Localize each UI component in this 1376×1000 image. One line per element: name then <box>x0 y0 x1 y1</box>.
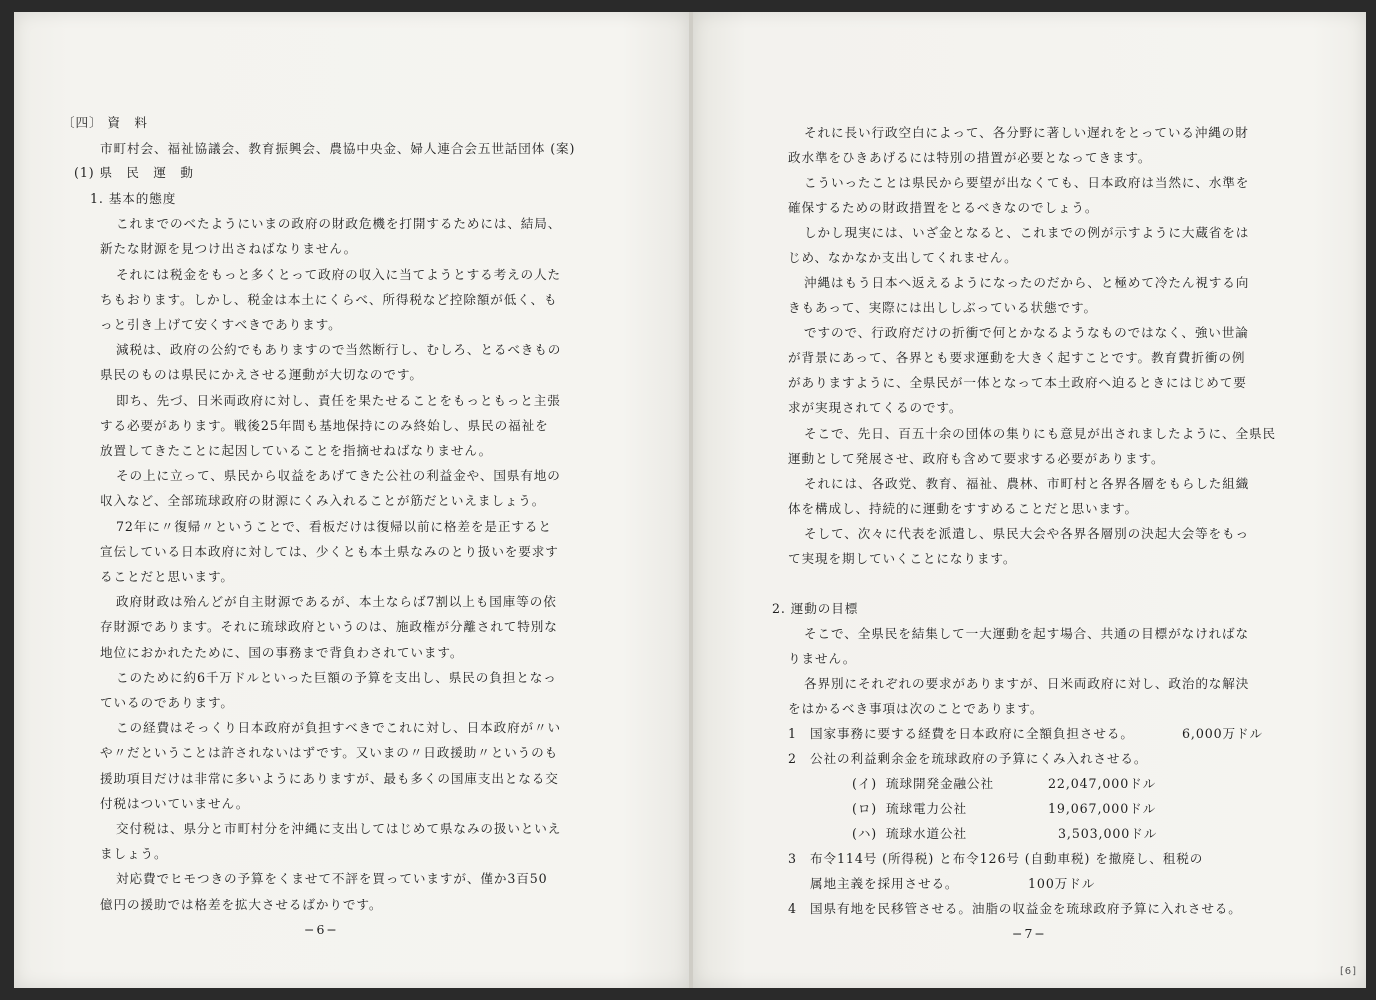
left-line-9: する必要があります。戦後25年間も基地保持にのみ終始し、県民の福祉を <box>100 418 549 433</box>
goal-item-1-number: 1 <box>788 726 797 741</box>
goal-item-4-text: 国県有地を民移管させる。油脂の収益金を琉球政府予算に入れさせる。 <box>810 901 1242 916</box>
right-line-10: が背景にあって、各界とも要求運動を大きく起すことです。教育費折衝の例 <box>788 350 1246 365</box>
goal-line-4: をはかるべき事項は次のことであります。 <box>788 701 1044 716</box>
goal-item-3-amount: 100万ドル <box>1028 876 1096 891</box>
left-line-23: 援助項目だけは非常に多いようにありますが、最も多くの国庫支出となる交 <box>100 771 559 786</box>
goal-line-1: そこで、全県民を結集して一大運動を起す場合、共通の目標がなければな <box>804 626 1250 641</box>
left-line-12: 収入など、全部琉球政府の財源にくみ入れることが筋だといえましょう。 <box>100 493 546 508</box>
subitem-1-label: (イ) <box>852 776 878 791</box>
left-line-8: 即ち、先づ、日米両政府に対し、責任を果たせることをもっともっと主張 <box>116 393 561 408</box>
left-line-25: 交付税は、県分と市町村分を沖縄に支出してはじめて県なみの扱いといえ <box>116 821 562 836</box>
subitem-2-label: (ロ) <box>852 801 878 816</box>
left-line-19: このために約6千万ドルといった巨額の予算を支出し、県民の負担となっ <box>116 670 557 685</box>
subitem-3-amount: 3,503,000ドル <box>1058 826 1158 841</box>
subitem-3-name: 琉球水道公社 <box>886 826 967 841</box>
right-page-text <box>692 12 1366 988</box>
left-line-15: ることだと思います。 <box>100 569 234 584</box>
left-line-3: それには税金をもっと多くとって政府の収入に当てようとする考えの人た <box>116 267 562 282</box>
goal-item-3-line-2: 属地主義を採用させる。 <box>810 876 959 891</box>
heading-prefectural-movement: (1) 県 民 運 動 <box>74 165 194 180</box>
right-line-8: きもあって、実際には出ししぶっている状態です。 <box>788 300 1097 315</box>
left-line-4: ちもおります。しかし、税金は本土にくらべ、所得税など控除額が低く、も <box>100 292 558 307</box>
left-line-22: や〃だということは許されないはずです。又いまの〃日政援助〃というのも <box>100 745 559 760</box>
left-line-18: 地位におかれたために、国の事務まで背負わされています。 <box>100 645 464 660</box>
goal-item-2 <box>788 748 1147 767</box>
section-heading: 〔四〕 資 料 <box>62 115 148 130</box>
right-line-2: 政水準をひきあげるには特別の措置が必要となってきます。 <box>788 150 1152 165</box>
left-line-24: 付税はついていません。 <box>100 796 250 811</box>
subitem-2-amount: 19,067,000ドル <box>1048 801 1157 816</box>
left-line-13: 72年に〃復帰〃ということで、看板だけは復帰以前に格差を是正すると <box>116 519 552 534</box>
right-line-16: 体を構成し、持続的に運動をすすめることだと思います。 <box>788 501 1138 516</box>
goal-line-2: りません。 <box>788 651 857 666</box>
goal-item-3 <box>788 848 1203 867</box>
subitem-1-amount: 22,047,000ドル <box>1048 776 1157 791</box>
left-line-7: 県民のものは県民にかえさせる運動が大切なのです。 <box>100 367 423 382</box>
subheading: 市町村会、福祉協議会、教育振興会、農協中央金、婦人連合会五世話団体 (案) <box>100 141 576 156</box>
right-line-5: しかし現実には、いざ金となると、これまでの例が示すように大蔵省をは <box>804 225 1250 240</box>
subitem-3-label: (ハ) <box>852 826 878 841</box>
left-line-2: 新たな財源を見つけ出さねばなりません。 <box>100 241 358 256</box>
right-line-9: ですので、行政府だけの折衝で何とかなるようなものではなく、強い世論 <box>804 325 1249 340</box>
left-line-10: 放置してきたことに起因していることを指摘せねばなりません。 <box>100 443 493 458</box>
right-line-1: それに長い行政空白によって、各分野に著しい遅れをとっている沖縄の財 <box>804 125 1249 140</box>
left-line-5: っと引き上げて安くすべきであります。 <box>100 317 342 332</box>
page-number-7: −7− <box>1012 926 1047 941</box>
goal-item-4 <box>788 898 1242 917</box>
right-line-3: こういったことは県民から要望が出なくても、日本政府は当然に、水準を <box>804 175 1250 190</box>
left-line-17: 存財源であります。それに琉球政府というのは、施政権が分離されて特別な <box>100 619 558 634</box>
left-line-16: 政府財政は殆んどが自主財源であるが、本土ならば7割以上も国庫等の依 <box>116 594 557 609</box>
right-line-14: 運動として発展させ、政府も含めて要求する必要があります。 <box>788 451 1165 466</box>
left-line-28: 億円の援助では格差を拡大させるばかりです。 <box>100 897 383 912</box>
left-line-14: 宣伝している日本政府に対しては、少くとも本土県なみのとり扱いを要求す <box>100 544 559 559</box>
right-line-17: そして、次々に代表を派遣し、県民大会や各界各層別の決起大会等をもっ <box>804 526 1250 541</box>
goal-item-2-text: 公社の利益剰余金を琉球政府の予算にくみ入れさせる。 <box>810 751 1148 766</box>
goal-item-3-number: 3 <box>788 851 797 866</box>
right-line-12: 求が実現されてくるのです。 <box>788 400 963 415</box>
goal-item-3-text: 布令114号 (所得税) と布令126号 (自動車税) を撤廃し、租税の <box>810 851 1204 866</box>
subitem-2-name: 琉球電力公社 <box>886 801 967 816</box>
right-line-7: 沖縄はもう日本へ返えるようになったのだから、と極めて冷たん視する向 <box>804 275 1250 290</box>
left-line-6: 減税は、政府の公約でもありますので当然断行し、むしろ、とるべきもの <box>116 342 562 357</box>
goal-line-3: 各界別にそれぞれの要求がありますが、日米両政府に対し、政治的な解決 <box>804 676 1250 691</box>
goal-item-4-number: 4 <box>788 901 797 916</box>
goal-item-1-text: 国家事務に要する経費を日本政府に全額負担させる。 <box>810 726 1134 741</box>
left-line-26: ましょう。 <box>100 846 168 861</box>
book-spread <box>14 12 1366 988</box>
goal-item-1 <box>788 723 1134 742</box>
page-number-6: −6− <box>304 922 339 937</box>
left-line-1: これまでのべたようにいまの政府の財政危機を打開するためには、結局、 <box>116 216 562 231</box>
heading-basic-attitude: 1. 基本的態度 <box>90 191 177 206</box>
left-line-21: この経費はそっくり日本政府が負担すべきでこれに対し、日本政府が〃い <box>116 720 562 735</box>
right-line-11: がありますように、全県民が一体となって本土政府へ迫るときにはじめて要 <box>788 375 1247 390</box>
goal-item-1-amount: 6,000万ドル <box>1182 726 1264 741</box>
right-line-15: それには、各政党、教育、福祉、農林、市町村と各界各層をもらした組織 <box>804 476 1250 491</box>
pencil-annotation: [6] <box>1340 966 1357 977</box>
right-line-18: て実現を期していくことになります。 <box>788 551 1017 566</box>
left-line-27: 対応費でヒモつきの予算をくませて不評を買っていますが、僅か3百50 <box>116 871 548 886</box>
left-line-20: ているのであります。 <box>100 695 234 710</box>
subitem-1-name: 琉球開発金融公社 <box>886 776 994 791</box>
left-page-text <box>14 12 690 988</box>
heading-movement-goals: 2. 運動の目標 <box>772 601 859 616</box>
left-line-11: その上に立って、県民から収益をあげてきた公社の利益金や、国県有地の <box>116 468 561 483</box>
right-line-6: じめ、なかなか支出してくれません。 <box>788 250 1018 265</box>
right-line-4: 確保するための財政措置をとるべきなのでしょう。 <box>788 200 1099 215</box>
goal-item-2-number: 2 <box>788 751 797 766</box>
right-line-13: そこで、先日、百五十余の団体の集りにも意見が出されましたように、全県民 <box>804 426 1277 441</box>
